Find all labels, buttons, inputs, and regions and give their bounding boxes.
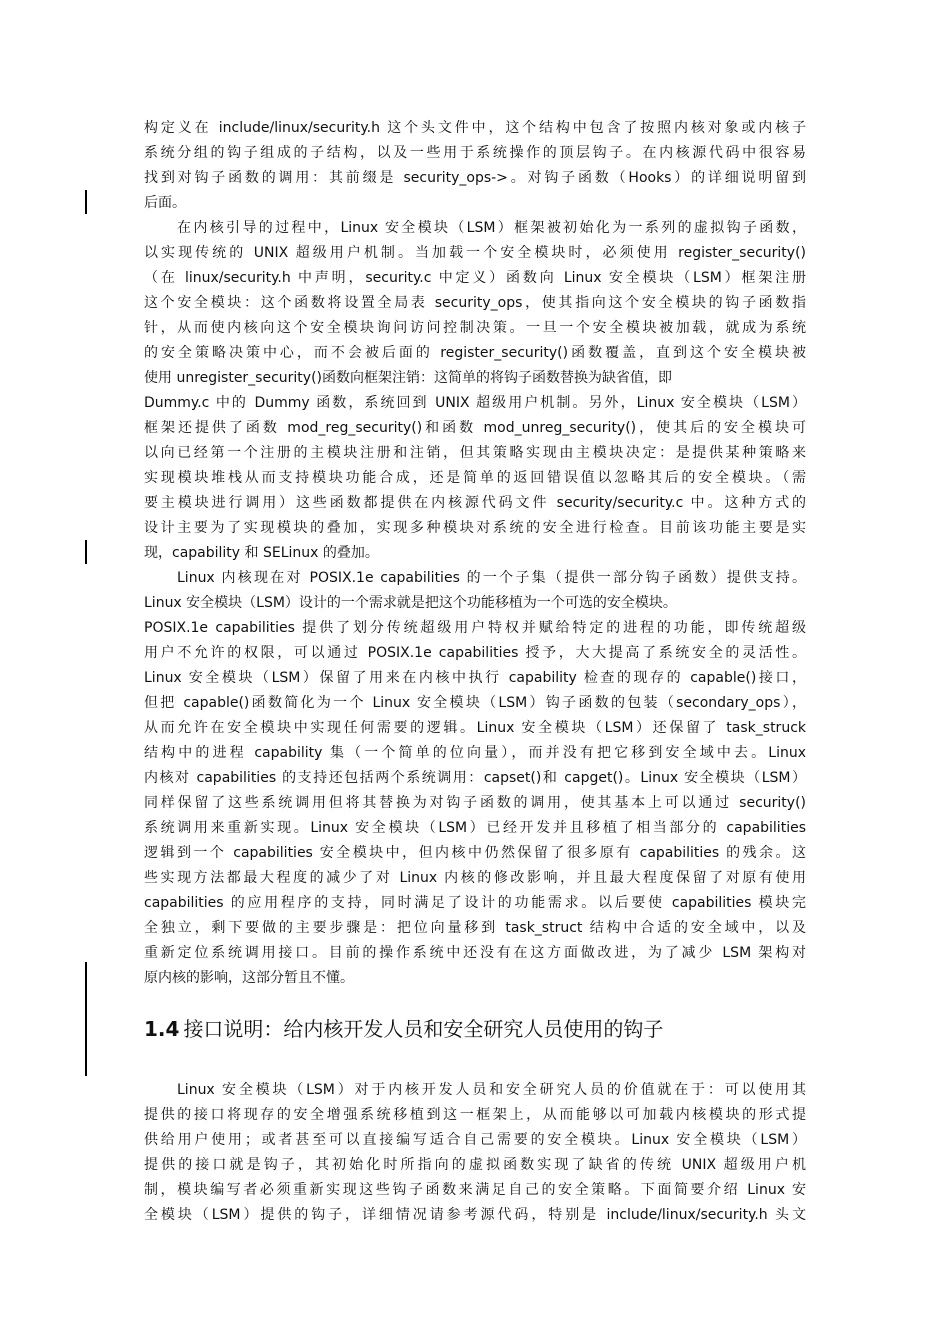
paragraph-4-line-1: Linux 安全模块（LSM）对于内核开发人员和安全研究人员的价值就在于：可以使用其 [177, 1082, 806, 1098]
paragraph-3-line-6: 但把 capable()函数简化为一个 Linux 安全模块（LSM）钩子函数的包装（secondary_ops）， [144, 695, 806, 711]
section-heading [144, 1012, 663, 1046]
paragraph-2-line-9: 框架还提供了函数 mod_reg_security()和函数 mod_unreg_security()，使其后的安全模块可 [144, 420, 806, 436]
revision-change-bar [85, 962, 87, 1076]
section-title: 接口说明：给内核开发人员和安全研究人员使用的钩子 [183, 1017, 664, 1041]
paragraph-1-line-1: 构定义在 include/linux/security.h 这个头文件中，这个结构中包含了按照内核对象或内核子 [144, 120, 806, 136]
paragraph-2-line-2: 以实现传统的 UNIX 超级用户机制。当加载一个安全模块时，必须使用 register_security() [144, 245, 806, 261]
paragraph-3-line-1: Linux 内核现在对 POSIX.1e capabilities 的一个子集（提供一部分钩子函数）提供支持。 [177, 570, 806, 586]
paragraph-2-line-4: 这个安全模块：这个函数将设置全局表 security_ops，使其指向这个安全模块的钩子函数指 [144, 295, 806, 311]
paragraph-1-line-3: 找到对钩子函数的调用：其前缀是 security_ops->。对钩子函数（Hooks）的详细说明留到 [144, 170, 806, 186]
paragraph-3-line-17: 原内核的影响，这部分暂且不懂。 [144, 970, 354, 986]
paragraph-3-line-10: 同样保留了这些系统调用但将其替换为对钩子函数的调用，使其基本上可以通过 security() [144, 795, 806, 811]
revision-change-bar [85, 190, 87, 214]
paragraph-3-line-12: 逻辑到一个 capabilities 安全模块中，但内核中仍然保留了很多原有 capabilities 的残余。这 [144, 845, 806, 861]
paragraph-2-line-13: 设计主要为了实现模块的叠加，实现多种模块对系统的安全进行检查。目前该功能主要是实 [144, 520, 806, 536]
paragraph-1-line-2: 系统分组的钩子组成的子结构，以及一些用于系统操作的顶层钩子。在内核源代码中很容易 [144, 145, 806, 161]
paragraph-2-line-8: Dummy.c 中的 Dummy 函数，系统回到 UNIX 超级用户机制。另外，Linux 安全模块（LSM） [144, 395, 806, 411]
paragraph-3-line-16: 重新定位系统调用接口。目前的操作系统中还没有在这方面做改进，为了减少 LSM 架构对 [144, 945, 806, 961]
paragraph-2-line-14: 现，capability 和 SELinux 的叠加。 [144, 545, 379, 561]
paragraph-3-line-9: 内核对 capabilities 的支持还包括两个系统调用：capset()和 capget()。Linux 安全模块（LSM） [144, 770, 806, 786]
paragraph-2-line-3: （在 linux/security.h 中声明，security.c 中定义）函数向 Linux 安全模块（LSM）框架注册 [144, 270, 806, 286]
paragraph-4-line-3: 供给用户使用；或者甚至可以直接编写适合自己需要的安全模块。Linux 安全模块（LSM） [144, 1132, 806, 1148]
paragraph-3-line-8: 结构中的进程 capability 集（一个简单的位向量），而并没有把它移到安全域中去。Linux [144, 745, 806, 761]
paragraph-2-line-11: 实现模块堆栈从而支持模块功能合成，还是简单的返回错误值以忽略其后的安全模块。（需 [144, 470, 806, 486]
paragraph-3-line-3: POSIX.1e capabilities 提供了划分传统超级用户特权并赋给特定的进程的功能，即传统超级 [144, 620, 806, 636]
paragraph-2-line-6: 的安全策略决策中心，而不会被后面的 register_security()函数覆盖，直到这个安全模块被 [144, 345, 806, 361]
paragraph-2-line-5: 针，从而使内核向这个安全模块询问访问控制决策。一旦一个安全模块被加载，就成为系统 [144, 320, 806, 336]
paragraph-2-line-12: 要主模块进行调用）这些函数都提供在内核源代码文件 security/security.c 中。这种方式的 [144, 495, 806, 511]
paragraph-2-line-1: 在内核引导的过程中，Linux 安全模块（LSM）框架被初始化为一系列的虚拟钩子函数， [177, 220, 806, 236]
paragraph-3-line-14: capabilities 的应用程序的支持，同时满足了设计的功能需求。以后要使 capabilities 模块完 [144, 895, 806, 911]
paragraph-3-line-2: Linux 安全模块（LSM）设计的一个需求就是把这个功能移植为一个可选的安全模块。 [144, 595, 677, 611]
section-number: 1.4 [144, 1017, 180, 1041]
paragraph-2-line-10: 以向已经第一个注册的主模块注册和注销，但其策略实现由主模块决定：是提供某种策略来 [144, 445, 806, 461]
paragraph-3-line-11: 系统调用来重新实现。Linux 安全模块（LSM）已经开发并且移植了相当部分的 capabilities [144, 820, 806, 836]
paragraph-3-line-4: 用户不允许的权限，可以通过 POSIX.1e capabilities 授予，大大提高了系统安全的灵活性。 [144, 645, 806, 661]
revision-change-bar [85, 540, 87, 564]
paragraph-4-line-5: 制，模块编写者必须重新实现这些钩子函数来满足自己的安全策略。下面简要介绍 Linux 安 [144, 1182, 806, 1198]
paragraph-1-line-4: 后面。 [144, 195, 186, 211]
paragraph-3-line-7: 从而允许在安全模块中实现任何需要的逻辑。Linux 安全模块（LSM）还保留了 task_struck [144, 720, 806, 736]
paragraph-4-line-6: 全模块（LSM）提供的钩子，详细情况请参考源代码，特别是 include/linux/security.h 头文 [144, 1207, 806, 1223]
paragraph-4-line-4: 提供的接口就是钩子，其初始化时所指向的虚拟函数实现了缺省的传统 UNIX 超级用户机 [144, 1157, 806, 1173]
paragraph-4-line-2: 提供的接口将现存的安全增强系统移植到这一框架上，从而能够以可加载内核模块的形式提 [144, 1107, 806, 1123]
paragraph-3-line-13: 些实现方法都最大程度的减少了对 Linux 内核的修改影响，并且最大程度保留了对原有使用 [144, 870, 806, 886]
paragraph-2-line-7: 使用 unregister_security()函数向框架注销：这简单的将钩子函数替换为缺省值，即 [144, 370, 673, 386]
paragraph-3-line-5: Linux 安全模块（LSM）保留了用来在内核中执行 capability 检查的现存的 capable()接口， [144, 670, 806, 686]
paragraph-3-line-15: 全独立，剩下要做的主要步骤是：把位向量移到 task_struct 结构中合适的安全域中，以及 [144, 920, 806, 936]
